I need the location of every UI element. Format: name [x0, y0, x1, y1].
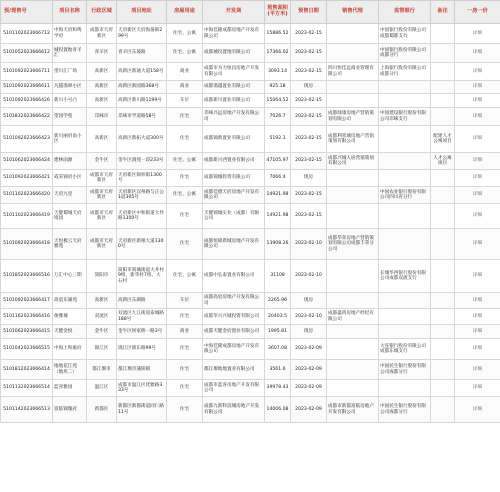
note-cell [431, 44, 455, 63]
sales-agent-cell [327, 260, 379, 293]
area-cell: 39978.43 [265, 380, 291, 397]
table-header-row [1, 1, 500, 24]
project-name-cell: 高宸东湖苑 [53, 293, 87, 309]
bank-cell [379, 293, 431, 309]
developer-cell: 成都华兴兴城投资有限公司 [203, 309, 265, 325]
detail-link[interactable]: 详细 [455, 360, 500, 380]
sales-agent-cell: 成都兴城人居营销策划有限公司 [327, 153, 379, 170]
project-name-cell: 中海上和雍府 [53, 339, 87, 360]
district-cell: 锦江区 [87, 339, 117, 360]
project-name-cell: 建林雨源 [53, 153, 87, 170]
note-cell: 人才公寓项目 [431, 153, 455, 170]
detail-link[interactable]: 详细 [455, 309, 500, 325]
project-name-cell: 天府九里 [53, 187, 87, 204]
district-cell: 成都市天府新区 [87, 187, 117, 204]
note-cell [431, 170, 455, 187]
bank-cell: 上海银行股份有限公司成都分行 [379, 63, 431, 81]
header-address: 项目地址 [117, 1, 167, 24]
date-cell: 2023-02-15 [291, 204, 327, 229]
area-cell: 31108 [265, 260, 291, 293]
address-cell: 高新区新通大道158号 [117, 63, 167, 81]
presale-no-cell: 5101832023666422 [1, 108, 53, 126]
address-cell: 天府新区中和街道大件路1300号 [117, 204, 167, 229]
table-row [1, 24, 500, 44]
district-cell: 高新区 [87, 293, 117, 309]
table-row [1, 325, 500, 339]
area-cell: 13908.26 [265, 229, 291, 260]
sales-agent-cell [327, 339, 379, 360]
table-row [1, 380, 500, 397]
table-row [1, 229, 500, 260]
note-cell [431, 108, 455, 126]
note-cell [431, 81, 455, 94]
developer-cell: 成都佳德天府房地产开发有限公司 [203, 187, 265, 204]
project-name-cell: 万汇中心三期 [53, 260, 87, 293]
usage-cell: 住宅 [167, 380, 203, 397]
table-row [1, 360, 500, 380]
developer-cell: 成都高宸房地产开发有限公司 [203, 293, 265, 309]
presale-no-cell: 5101102023666420 [1, 187, 53, 204]
project-name-cell: 望园学苑 [53, 108, 87, 126]
usage-cell: 住宅 [167, 339, 203, 360]
date-cell: 2023-02-15 [291, 94, 327, 108]
district-cell: 新都区 [87, 397, 117, 423]
date-cell: 2023-02-09 [291, 380, 327, 397]
bank-cell [379, 229, 431, 260]
address-cell: 都江堰市蒲阳镇 [117, 360, 167, 380]
header-usage: 房屋用途 [167, 1, 203, 24]
presale-no-cell: 5101142023666513 [1, 397, 53, 423]
project-name-cell: 蓝喜雅园 [53, 380, 87, 397]
presale-no-cell: 5101092023666417 [1, 293, 53, 309]
area-cell: 15886.52 [265, 24, 291, 44]
sales-agent-cell [327, 81, 379, 94]
usage-cell: 住宅 [167, 204, 203, 229]
usage-cell: 住宅、公寓 [167, 24, 203, 44]
area-cell: 15064.52 [265, 94, 291, 108]
sales-agent-cell: 成都华荣房地产营销策划有限公司成都丰荣分公司 [327, 229, 379, 260]
usage-cell: 住宅、公寓 [167, 187, 203, 204]
area-cell: 5192.3 [265, 126, 291, 153]
table-row [1, 293, 500, 309]
presale-no-cell: 5101062023666424 [1, 153, 53, 170]
note-cell [431, 24, 455, 44]
table-row [1, 260, 500, 293]
address-cell: 天府新区锦梓街1300号 [117, 170, 167, 187]
note-cell [431, 397, 455, 423]
detail-link[interactable]: 详细 [455, 293, 500, 309]
usage-cell: 住宅、公寓 [167, 153, 203, 170]
presale-no-cell: 5101852023666516 [1, 260, 53, 293]
note-cell [431, 260, 455, 293]
presale-no-cell: 5101092023666423 [1, 126, 53, 153]
usage-cell: 车位 [167, 94, 203, 108]
area-cell: 1995.81 [265, 325, 291, 339]
sales-agent-cell [327, 325, 379, 339]
developer-cell: 中海佳隆成都房地产开发有限公司 [203, 339, 265, 360]
note-cell [431, 63, 455, 81]
table-row [1, 309, 500, 325]
district-cell: 双流区 [87, 309, 117, 325]
bank-cell: 中国农业银行股份有限公司四川省分行 [379, 187, 431, 204]
developer-cell: 天健锦城实业（成都）有限公司 [203, 204, 265, 229]
district-cell: 高新区 [87, 63, 117, 81]
table-row [1, 63, 500, 81]
note-cell [431, 325, 455, 339]
usage-cell: 住宅 [167, 126, 203, 153]
date-cell: 2023-02-09 [291, 339, 327, 360]
developer-cell: 成都中弘泰置业有限公司 [203, 260, 265, 293]
detail-link[interactable]: 详细 [455, 108, 500, 126]
note-cell [431, 293, 455, 309]
detail-link[interactable]: 详细 [455, 81, 500, 94]
header-date: 预售日期 [291, 1, 327, 24]
table-row [1, 187, 500, 204]
usage-cell: 住宅 [167, 108, 203, 126]
header-price-list: 一房一价 [455, 1, 500, 24]
developer-cell: 成都恒锦新城房地产开发有限公司 [203, 229, 265, 260]
sales-agent-cell [327, 293, 379, 309]
note-cell: 配建人才公寓项目 [431, 126, 455, 153]
presale-no-cell: 5101132023666514 [1, 380, 53, 397]
presale-no-cell: 5101092023666418 [1, 229, 53, 260]
date-cell: 2023-02-10 [291, 260, 327, 293]
note-cell [431, 360, 455, 380]
bank-cell [379, 153, 431, 170]
bank-cell: 中国民生银行股份有限公司成都分行 [379, 360, 431, 380]
sales-agent-cell [327, 380, 379, 397]
developer-cell: 都江堰地地置业有限公司 [203, 360, 265, 380]
address-cell: 天府新区天府海晏街299号 [117, 24, 167, 44]
area-cell: 14921.98 [265, 187, 291, 204]
sales-agent-cell [327, 170, 379, 187]
project-name-cell: 新川丽府南小区 [53, 126, 87, 153]
bank-cell: 中国民生银行股份有限公司成都分行 [379, 397, 431, 423]
usage-cell: 住宅 [167, 397, 203, 423]
sales-agent-cell [327, 94, 379, 108]
developer-cell: 成都翡越置业有限公司 [203, 81, 265, 94]
table-row [1, 126, 500, 153]
table-row [1, 44, 500, 63]
address-cell: 双流区九江街道泰城路188号 [117, 309, 167, 325]
date-cell: 2023-02-09 [291, 360, 327, 380]
project-name-cell: 天健金悦 [53, 325, 87, 339]
presale-no-cell: 5101162023666416 [1, 309, 53, 325]
detail-link[interactable]: 详细 [455, 63, 500, 81]
detail-link[interactable]: 详细 [455, 339, 500, 360]
usage-cell: 商业 [167, 81, 203, 94]
bank-cell [379, 204, 431, 229]
address-cell: 高新区东湖路 [117, 293, 167, 309]
district-cell: 高新区 [87, 81, 117, 94]
address-cell: 成都市温江区优雅路333号 [117, 380, 167, 397]
bank-cell [379, 325, 431, 339]
bank-cell: 中国银行股份有限公司成都蜀都支行 [379, 24, 431, 44]
detail-link[interactable]: 详细 [455, 380, 500, 397]
bank-cell [379, 94, 431, 108]
area-cell: 3093.14 [265, 63, 291, 81]
usage-cell: 住宅 [167, 229, 203, 260]
date-cell: 2023-02-15 [291, 24, 327, 44]
project-name-cell: 天健蜀城天府境园 [53, 204, 87, 229]
presale-no-cell: 5101092023666711 [1, 63, 53, 81]
district-cell: 都江堰市 [87, 360, 117, 380]
table-row [1, 397, 500, 423]
presale-no-cell: 5101052023666612 [1, 44, 53, 63]
address-cell: 锦江区锦东路99号 [117, 339, 167, 360]
address-cell: 新都区新都街道同仁路11号 [117, 397, 167, 423]
header-project-name: 项目名称 [53, 1, 87, 24]
area-cell: 14921.98 [265, 204, 291, 229]
area-cell: 7026.7 [265, 108, 291, 126]
district-cell: 成都市天府新区 [87, 170, 117, 187]
bank-cell [379, 81, 431, 94]
area-cell: 3561.6 [265, 360, 291, 380]
header-area: 预售面积(平方米) [265, 1, 291, 24]
bank-cell [379, 126, 431, 153]
district-cell: 高新区 [87, 94, 117, 108]
detail-link[interactable]: 详细 [455, 325, 500, 339]
table-row [1, 81, 500, 94]
date-cell: 2023-02-15 [291, 187, 327, 204]
detail-link[interactable]: 详细 [455, 44, 500, 63]
date-cell: 2023-02-15 [291, 44, 327, 63]
presale-no-cell: 5101812023666414 [1, 360, 53, 380]
sales-agent-cell [327, 44, 379, 63]
usage-cell: 住宅 [167, 309, 203, 325]
project-name-cell: 地地花江苑（地块二） [53, 360, 87, 380]
address-cell: 简阳市简城街道大井村9组、新华村7组、大石村 [117, 260, 167, 293]
date-cell: 现房 [291, 81, 327, 94]
bank-cell: 中国银行股份有限公司成都分行 [379, 44, 431, 63]
developer-cell: 成都城投置地有限公司 [203, 44, 265, 63]
developer-cell: 成都天健金府置业有限公司 [203, 325, 265, 339]
table-body [1, 24, 500, 423]
sales-agent-cell: 成都盛鸿房地产经纪有限公司 [327, 309, 379, 325]
header-district: 行政区域 [87, 1, 117, 24]
address-cell: 高新区新川路1199号 [117, 94, 167, 108]
address-cell: 青羊区东坡路 [117, 44, 167, 63]
area-cell: 47105.97 [265, 153, 291, 170]
date-cell: 2023-02-10 [291, 309, 327, 325]
usage-cell: 住宅、公寓 [167, 260, 203, 293]
project-name-cell: 凡越翡翠小区 [53, 81, 87, 94]
bank-cell [379, 170, 431, 187]
project-name-cell: 中海天府和鸣学府 [53, 24, 87, 44]
district-cell: 高新区 [87, 126, 117, 153]
address-cell: 金牛区润苑一段233号 [117, 153, 167, 170]
address-cell: 邛崃市学道路58号 [117, 108, 167, 126]
presale-no-cell: 5101102023666712 [1, 24, 53, 44]
area-cell: 7066.4 [265, 170, 291, 187]
detail-link[interactable]: 详细 [455, 24, 500, 44]
presale-no-cell: 5101092023666611 [1, 81, 53, 94]
project-name-cell: 新川小号凸 [53, 94, 87, 108]
date-cell: 2023-02-09 [291, 397, 327, 423]
table-row [1, 204, 500, 229]
district-cell: 温江区 [87, 380, 117, 397]
developer-cell: 成都市蓝喜房地产开发有限公司 [203, 380, 265, 397]
note-cell [431, 204, 455, 229]
developer-cell: 成都锦城投资有限公司 [203, 170, 265, 187]
note-cell [431, 187, 455, 204]
detail-link[interactable]: 详细 [455, 204, 500, 229]
usage-cell: 住宅 [167, 360, 203, 380]
district-cell: 邛崃市 [87, 108, 117, 126]
header-presale-no: 预/现售号 [1, 1, 53, 24]
detail-link[interactable]: 详细 [455, 260, 500, 293]
sales-agent-cell: 成都利荣城房地产营销策划有限公司 [327, 126, 379, 153]
sales-agent-cell [327, 360, 379, 380]
project-name-cell: 俊雅城 [53, 309, 87, 325]
presale-no-cell: 5101092023666421 [1, 170, 53, 187]
sales-agent-cell: 四川恒佳远商业管理有限公司 [327, 63, 379, 81]
address-cell: 高新区新园路368号 [117, 81, 167, 94]
address-cell: 金牛区侯家桥一路3号 [117, 325, 167, 339]
area-cell: 20403.5 [265, 309, 291, 325]
sales-agent-cell [327, 187, 379, 204]
bank-cell: 中国建设银行股份有限公司邛崃支行 [379, 108, 431, 126]
note-cell [431, 380, 455, 397]
table-row [1, 94, 500, 108]
table-row [1, 153, 500, 170]
area-cell: 14006.08 [265, 397, 291, 423]
detail-link[interactable]: 详细 [455, 126, 500, 153]
header-bank: 监管银行 [379, 1, 431, 24]
project-name-cell: 望川汇广场 [53, 63, 87, 81]
date-cell: 2023-02-15 [291, 108, 327, 126]
date-cell: 2023-02-15 [291, 153, 327, 170]
usage-cell: 车位 [167, 293, 203, 309]
district-cell: 青羊区 [87, 44, 117, 63]
table-row [1, 108, 500, 126]
developer-cell: 成都九新科技城房地产开发有限公司 [203, 397, 265, 423]
project-name-cell: 霞采锦府小区 [53, 170, 87, 187]
address-cell: 高新区新拓大道300号 [117, 126, 167, 153]
date-cell: 现房 [291, 170, 327, 187]
detail-link[interactable]: 详细 [455, 94, 500, 108]
presale-no-cell: 5101102023666419 [1, 204, 53, 229]
developer-cell: 成都新兴西置业有限公司 [203, 153, 265, 170]
note-cell [431, 229, 455, 260]
district-cell: 成都市天府新区 [87, 24, 117, 44]
sales-agent-cell: 成都市新都富临房地产开发有限公司 [327, 397, 379, 423]
header-sales-agent: 销售代理 [327, 1, 379, 24]
detail-link[interactable]: 详细 [455, 170, 500, 187]
district-cell: 简阳市 [87, 260, 117, 293]
table-row [1, 339, 500, 360]
project-name-cell: 城投置地青羊汇 [53, 44, 87, 63]
usage-cell: 商业 [167, 325, 203, 339]
detail-link[interactable]: 详细 [455, 187, 500, 204]
detail-link[interactable]: 详细 [455, 397, 500, 423]
address-cell: 天府新区新根大道1300号 [117, 229, 167, 260]
district-cell: 成都市天府新区 [87, 204, 117, 229]
bank-cell [379, 380, 431, 397]
presale-no-cell: 5101062023666415 [1, 325, 53, 339]
header-note: 备注 [431, 1, 455, 24]
sales-agent-cell [327, 204, 379, 229]
bank-cell: 大连银行股份有限公司成都东城支行 [379, 339, 431, 360]
sales-agent-cell [327, 24, 379, 44]
detail-link[interactable]: 详细 [455, 229, 500, 260]
project-name-cell: 天恒极云天府雅苑 [53, 229, 87, 260]
developer-cell: 成都市为力恒昌房地产开发有限公司 [203, 63, 265, 81]
district-cell: 金牛区 [87, 325, 117, 339]
note-cell [431, 309, 455, 325]
developer-cell: 中海佳隆成都房地产开发有限公司 [203, 24, 265, 44]
date-cell: 2023-02-10 [291, 229, 327, 260]
note-cell [431, 339, 455, 360]
developer-cell: 成都新川置业有限公司 [203, 94, 265, 108]
district-cell: 成都市天府新区 [87, 229, 117, 260]
date-cell: 现房 [291, 293, 327, 309]
detail-link[interactable]: 详细 [455, 153, 500, 170]
sales-agent-cell: 成都绿康房地产营销策划有限公司 [327, 108, 379, 126]
presale-no-cell: 5101042023666515 [1, 339, 53, 360]
district-cell: 金牛区 [87, 153, 117, 170]
area-cell: 3607.08 [265, 339, 291, 360]
date-cell: 现房 [291, 325, 327, 339]
project-name-cell: 富临锦瑰府 [53, 397, 87, 423]
date-cell: 2023-02-15 [291, 63, 327, 81]
date-cell: 2023-02-15 [291, 126, 327, 153]
usage-cell: 住宅、公寓 [167, 44, 203, 63]
area-cell: 17366.02 [265, 44, 291, 63]
note-cell [431, 94, 455, 108]
header-developer: 开发商 [203, 1, 265, 24]
developer-cell: 邛崃兴远房地产开发有限公司 [203, 108, 265, 126]
usage-cell: 商业 [167, 63, 203, 81]
bank-cell: 长城华西银行股份有限公司成都双流支行 [379, 260, 431, 293]
address-cell: 天府新区汉州路与正公1道305号 [117, 187, 167, 204]
table-row [1, 170, 500, 187]
developer-cell: 成都锦新置业有限公司 [203, 126, 265, 153]
area-cell: 2265.96 [265, 293, 291, 309]
bank-cell [379, 309, 431, 325]
area-cell: 925.18 [265, 81, 291, 94]
usage-cell: 住宅 [167, 170, 203, 187]
presale-no-cell: 5101092023666426 [1, 94, 53, 108]
